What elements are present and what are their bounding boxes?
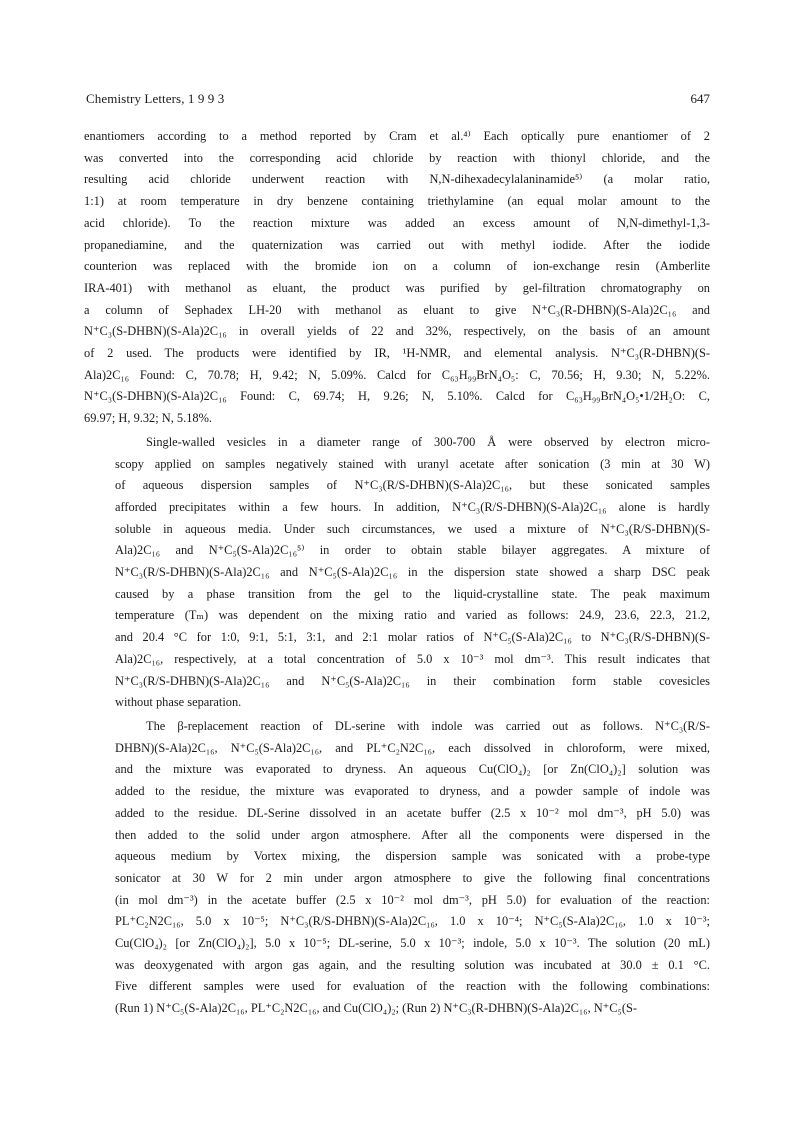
text-line: of 2 used. The products were identified by IR, ¹H-NMR, and elemental analysis. N⁺C₃(R-DHBN)(S- — [84, 346, 710, 361]
text-line: a column of Sephadex LH-20 with methanol as eluant to give N⁺C₃(R-DHBN)(S-Ala)2C₁₆ and — [84, 302, 710, 317]
text-line: aqueous medium by Vortex mixing, the dispersion sample was sonicated with a probe-type — [115, 849, 710, 864]
text-line: counterion was replaced with the bromide ion on a column of ion-exchange resin (Amberlite — [84, 259, 710, 274]
text-line: and the mixture was evaporated to dryness. An aqueous Cu(ClO₄)₂ [or Zn(ClO₄)₂] solution was — [115, 762, 710, 777]
text-line: Single-walled vesicles in a diameter range of 300-700 Å were observed by electron micro- — [146, 434, 710, 449]
text-line: of aqueous dispersion samples of N⁺C₃(R/S-DHBN)(S-Ala)2C₁₆, but these sonicated samples — [115, 478, 710, 493]
text-line: N⁺C₃(S-DHBN)(S-Ala)2C₁₆ Found: C, 69.74; H, 9.26; N, 5.10%. Calcd for C₆₃H₉₉BrN₄O₅•1/2H₂O: C, — [84, 389, 710, 404]
text-line: scopy applied on samples negatively stained with uranyl acetate after sonication (3 min at 30 W) — [115, 456, 710, 471]
text-line: Five different samples were used for evaluation of the reaction with the following combinations: — [115, 979, 710, 994]
text-line: temperature (Tₘ) was dependent on the mixing ratio and varied as follows: 24.9, 23.6, 22.3, 21.2, — [115, 608, 710, 623]
text-line: was converted into the corresponding acid chloride by reaction with thionyl chloride, and the — [84, 150, 710, 165]
text-line: 69.97; H, 9.32; N, 5.18%. — [84, 411, 213, 426]
text-line: PL⁺C₂N2C₁₆, 5.0 x 10⁻⁵; N⁺C₃(R/S-DHBN)(S-Ala)2C₁₆, 1.0 x 10⁻⁴; N⁺C₅(S-Ala)2C₁₆, 1.0 x 10⁻³; — [115, 914, 710, 929]
text-line: acid chloride). To the reaction mixture was added an excess amount of N,N-dimethyl-1,3- — [84, 215, 710, 230]
page-number: 647 — [690, 91, 710, 106]
text-line: added to the residue. DL-Serine dissolved in an acetate buffer (2.5 x 10⁻² mol dm⁻³, pH 5.0) was — [115, 805, 710, 820]
text-line: caused by a phase transition from the gel to the liquid-crystalline state. The peak maximum — [115, 586, 710, 601]
text-line: was deoxygenated with argon gas again, and the resulting solution was incubated at 30.0 ± 0.1 °C. — [115, 957, 710, 972]
text-line: added to the residue, the mixture was evaporated to dryness, and a powder sample of indole was — [115, 784, 710, 799]
text-line: N⁺C₃(R/S-DHBN)(S-Ala)2C₁₆ and N⁺C₅(S-Ala)2C₁₆ in the dispersion state showed a sharp DSC peak — [115, 565, 710, 580]
text-line: Cu(ClO₄)₂ [or Zn(ClO₄)₂], 5.0 x 10⁻⁵; DL-serine, 5.0 x 10⁻³; indole, 5.0 x 10⁻³. The solution (20 mL) — [115, 936, 710, 951]
text-line: resulting acid chloride underwent reaction with N,N-dihexadecylalaninamide⁵⁾ (a molar ratio, — [84, 172, 710, 187]
text-line: sonicator at 30 W for 2 min under argon atmosphere to give the following final concentrations — [115, 870, 710, 885]
paragraph — [84, 716, 710, 1020]
text-line: then added to the solid under argon atmosphere. After all the components were dispersed in the — [115, 827, 710, 842]
text-line: without phase separation. — [115, 695, 242, 710]
text-line: and 20.4 °C for 1:0, 9:1, 5:1, 3:1, and 2:1 molar ratios of N⁺C₅(S-Ala)2C₁₆ to N⁺C₃(R/S-DHBN)(S- — [115, 630, 710, 645]
paragraph — [84, 432, 710, 714]
text-line: (in mol dm⁻³) in the acetate buffer (2.5 x 10⁻² mol dm⁻³, pH 5.0) for evaluation of the reaction: — [115, 892, 710, 907]
text-line: (Run 1) N⁺C₅(S-Ala)2C₁₆, PL⁺C₂N2C₁₆, and Cu(ClO₄)₂; (Run 2) N⁺C₃(R-DHBN)(S-Ala)2C₁₆, N⁺C₅(S- — [115, 1001, 637, 1016]
text-line: 1:1) at room temperature in dry benzene containing triethylamine (an equal molar amount to the — [84, 194, 710, 209]
text-line: afforded precipitates within a few hours. In addition, N⁺C₃(R/S-DHBN)(S-Ala)2C₁₆ alone is hardly — [115, 499, 710, 514]
text-line: Ala)2C₁₆ Found: C, 70.78; H, 9.42; N, 5.09%. Calcd for C₆₃H₉₉BrN₄O₅: C, 70.56; H, 9.30; N, 5.22%. — [84, 367, 710, 382]
text-line: N⁺C₃(S-DHBN)(S-Ala)2C₁₆ in overall yields of 22 and 32%, respectively, on the basis of an amount — [84, 324, 710, 339]
text-line: N⁺C₃(R/S-DHBN)(S-Ala)2C₁₆ and N⁺C₅(S-Ala)2C₁₆ in their combination form stable covesicles — [115, 673, 710, 688]
text-line: Ala)2C₁₆, respectively, at a total concentration of 5.0 x 10⁻³ mol dm⁻³. This result indicates that — [115, 651, 710, 666]
text-line: soluble in aqueous media. Under such circumstances, we used a mixture of N⁺C₃(R/S-DHBN)(S- — [115, 521, 710, 536]
text-line: IRA-401) with methanol as eluant, the product was purified by gel-filtration chromatography on — [84, 280, 710, 295]
text-line: propanediamine, and the quaternization was carried out with methyl iodide. After the iodide — [84, 237, 710, 252]
text-line: DHBN)(S-Ala)2C₁₆, N⁺C₅(S-Ala)2C₁₆, and PL⁺C₂N2C₁₆, each dissolved in chloroform, were mixed, — [115, 740, 710, 755]
text-line: enantiomers according to a method reported by Cram et al.⁴⁾ Each optically pure enantiomer of 2 — [84, 129, 710, 143]
text-line: Ala)2C₁₆ and N⁺C₅(S-Ala)2C₁₆⁵⁾ in order to obtain stable bilayer aggregates. A mixture of — [115, 543, 710, 558]
article-body — [84, 126, 710, 1020]
text-line: The β-replacement reaction of DL-serine with indole was carried out as follows. N⁺C₃(R/S- — [146, 718, 710, 733]
paragraph — [84, 126, 710, 430]
journal-title: Chemistry Letters, 1 9 9 3 — [86, 91, 225, 106]
